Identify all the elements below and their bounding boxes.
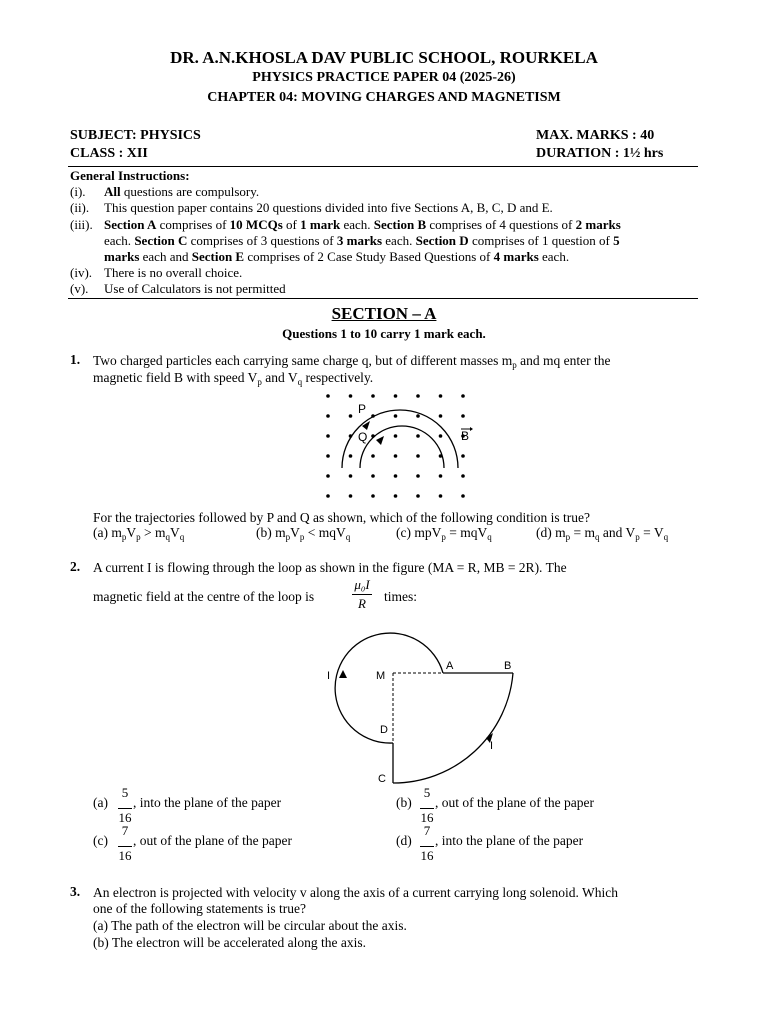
field-dot	[461, 394, 465, 398]
instruction-i: All questions are compulsory.	[104, 184, 260, 199]
instruction-v-number: (v).	[70, 281, 89, 296]
q2-fraction-numerator: μ₀I	[354, 577, 370, 592]
q2-option-a-text[interactable]: , into the plane of the paper	[133, 795, 282, 810]
q1-line1: Two charged particles each carrying same charge q, but of different masses $m_p$ and mq enter the	[93, 353, 611, 370]
q1-option-b[interactable]: (b) $m_pV_p < mqV_q$	[256, 525, 351, 542]
field-dot	[326, 474, 330, 478]
q2-option-d-bar	[420, 846, 434, 847]
label-m: M	[376, 670, 386, 682]
field-dot	[371, 494, 375, 498]
max-marks-label: MAX. MARKS : 40	[536, 128, 655, 143]
field-dot	[349, 474, 353, 478]
q2-option-c-numerator: 7	[121, 823, 129, 838]
paper-title: PHYSICS PRACTICE PAPER 04 (2025-26)	[252, 70, 516, 85]
duration-label: DURATION : 1½ hrs	[536, 146, 664, 161]
field-dot	[439, 474, 443, 478]
header-divider	[68, 166, 698, 167]
school-name: DR. A.N.KHOSLA DAV PUBLIC SCHOOL, ROURKELA	[170, 48, 598, 67]
q1-number: 1.	[70, 352, 81, 367]
q2-option-d-label[interactable]: (d)	[396, 833, 412, 848]
field-dot	[439, 414, 443, 418]
field-dot	[371, 394, 375, 398]
q2-line2: magnetic field at the centre of the loop is	[93, 589, 315, 604]
q2-option-c-bar	[118, 846, 132, 847]
field-dot	[394, 394, 398, 398]
instruction-v: Use of Calculators is not permitted	[104, 281, 286, 296]
field-dot	[461, 474, 465, 478]
instructions-divider	[68, 298, 698, 299]
q2-option-b-text[interactable]: , out of the plane of the paper	[435, 795, 594, 810]
instruction-ii-number: (ii).	[70, 200, 90, 215]
instruction-iv-number: (iv).	[70, 265, 93, 280]
q1-question: For the trajectories followed by P and Q as shown, which of the following condition is true?	[93, 510, 591, 525]
field-dot	[439, 394, 443, 398]
q3-number: 3.	[70, 884, 81, 899]
instruction-iii-line2: each. Section C comprises of 3 questions of 3 marks each. Section D comprises of 1 question of 5	[104, 233, 620, 248]
subject-label: SUBJECT: PHYSICS	[70, 128, 201, 143]
field-dot	[371, 454, 375, 458]
label-q: Q	[358, 430, 368, 444]
q3-option-a[interactable]: (a) The path of the electron will be circular about the axis.	[93, 918, 407, 933]
label-i-left: I	[327, 670, 331, 682]
field-dot	[326, 454, 330, 458]
q2-option-d-numerator: 7	[423, 823, 431, 838]
field-dot	[371, 474, 375, 478]
field-dot	[326, 494, 330, 498]
q2-option-a-bar	[118, 808, 132, 809]
label-a: A	[446, 660, 454, 672]
field-dot	[416, 394, 420, 398]
label-i-right: I	[490, 740, 494, 752]
instruction-i-number: (i).	[70, 184, 86, 199]
q1-option-d[interactable]: (d) $m_p = m_q$ and $V_p = V_q$	[536, 525, 669, 542]
label-b: B	[504, 660, 512, 672]
field-dot	[416, 454, 420, 458]
field-dot	[326, 414, 330, 418]
q2-option-a-denominator: 16	[118, 810, 132, 825]
q2-loop-figure	[318, 615, 528, 790]
field-dot	[349, 414, 353, 418]
instruction-iii-number: (iii).	[70, 217, 93, 232]
q3-line1: An electron is projected with velocity v along the axis of a current carrying long solenoid. Which	[93, 885, 618, 900]
label-p: P	[358, 402, 367, 416]
field-dot	[416, 414, 420, 418]
section-subtitle: Questions 1 to 10 carry 1 mark each.	[282, 326, 486, 341]
q2-option-d-denominator: 16	[420, 848, 434, 863]
current-arrow-left	[339, 670, 347, 678]
loop-circular-arc	[335, 633, 443, 743]
q-arrow	[376, 436, 384, 445]
q2-option-b-bar	[420, 808, 434, 809]
chapter-title: CHAPTER 04: MOVING CHARGES AND MAGNETISM	[207, 90, 561, 105]
q2-option-b-denominator: 16	[420, 810, 434, 825]
label-b: B	[461, 429, 470, 443]
field-dot	[394, 454, 398, 458]
field-dot	[461, 454, 465, 458]
field-dot	[461, 414, 465, 418]
field-dot	[416, 474, 420, 478]
q2-option-a-numerator: 5	[121, 785, 129, 800]
q1-option-a[interactable]: (a) $m_pV_p > m_qV_q$	[93, 525, 185, 542]
field-dot	[461, 494, 465, 498]
instruction-iii-line3: marks each and Section E comprises of 2 Case Study Based Questions of 4 marks each.	[104, 249, 570, 264]
field-dot	[349, 454, 353, 458]
field-dot	[394, 474, 398, 478]
field-dot	[394, 434, 398, 438]
section-title: SECTION – A	[331, 304, 437, 323]
field-dot	[349, 394, 353, 398]
instructions-title: General Instructions:	[70, 168, 190, 183]
instruction-iii-line1: Section A comprises of 10 MCQs of 1 mark each. Section B comprises of 4 questions of 2 marks	[104, 217, 621, 232]
field-dot	[394, 494, 398, 498]
q2-option-c-label[interactable]: (c)	[93, 833, 108, 848]
q2-option-b-numerator: 5	[423, 785, 431, 800]
field-dot	[416, 434, 420, 438]
field-dot	[326, 394, 330, 398]
b-vector-head	[470, 427, 473, 431]
label-c: C	[378, 773, 386, 785]
q2-fraction-bar	[352, 594, 372, 595]
q2-fraction-denominator: R	[358, 596, 366, 611]
instruction-ii: This question paper contains 20 questions divided into five Sections A, B, C, D and E.	[104, 200, 553, 215]
field-dot	[394, 414, 398, 418]
loop-quarter-arc	[393, 673, 513, 783]
field-dot	[349, 494, 353, 498]
field-dot	[439, 494, 443, 498]
q1-option-c[interactable]: (c) mpV$_p$ = mqV$_q$	[396, 525, 492, 542]
q2-option-c-denominator: 16	[118, 848, 132, 863]
class-label: CLASS : XII	[70, 146, 148, 161]
q2-option-d-text[interactable]: , into the plane of the paper	[435, 833, 584, 848]
q3-line2: one of the following statements is true?	[93, 901, 306, 916]
q2-option-c-text[interactable]: , out of the plane of the paper	[133, 833, 292, 848]
field-dot	[326, 434, 330, 438]
field-dot	[439, 434, 443, 438]
q1-magnetic-field-figure	[318, 388, 478, 504]
trajectory-q	[360, 426, 444, 468]
q2-line2-end: times:	[384, 589, 417, 604]
q2-number: 2.	[70, 559, 81, 574]
label-d: D	[380, 724, 388, 736]
q3-option-b[interactable]: (b) The electron will be accelerated along the axis.	[93, 935, 366, 950]
q2-option-b-label[interactable]: (b)	[396, 795, 412, 810]
q2-line1: A current I is flowing through the loop as shown in the figure (MA = R, MB = 2R). The	[93, 560, 567, 575]
instruction-iv: There is no overall choice.	[104, 265, 243, 280]
q2-option-a-label[interactable]: (a)	[93, 795, 108, 810]
field-dot	[416, 494, 420, 498]
q1-line2: magnetic field B with speed $V_p$ and $V_q$ respectively.	[93, 370, 374, 387]
